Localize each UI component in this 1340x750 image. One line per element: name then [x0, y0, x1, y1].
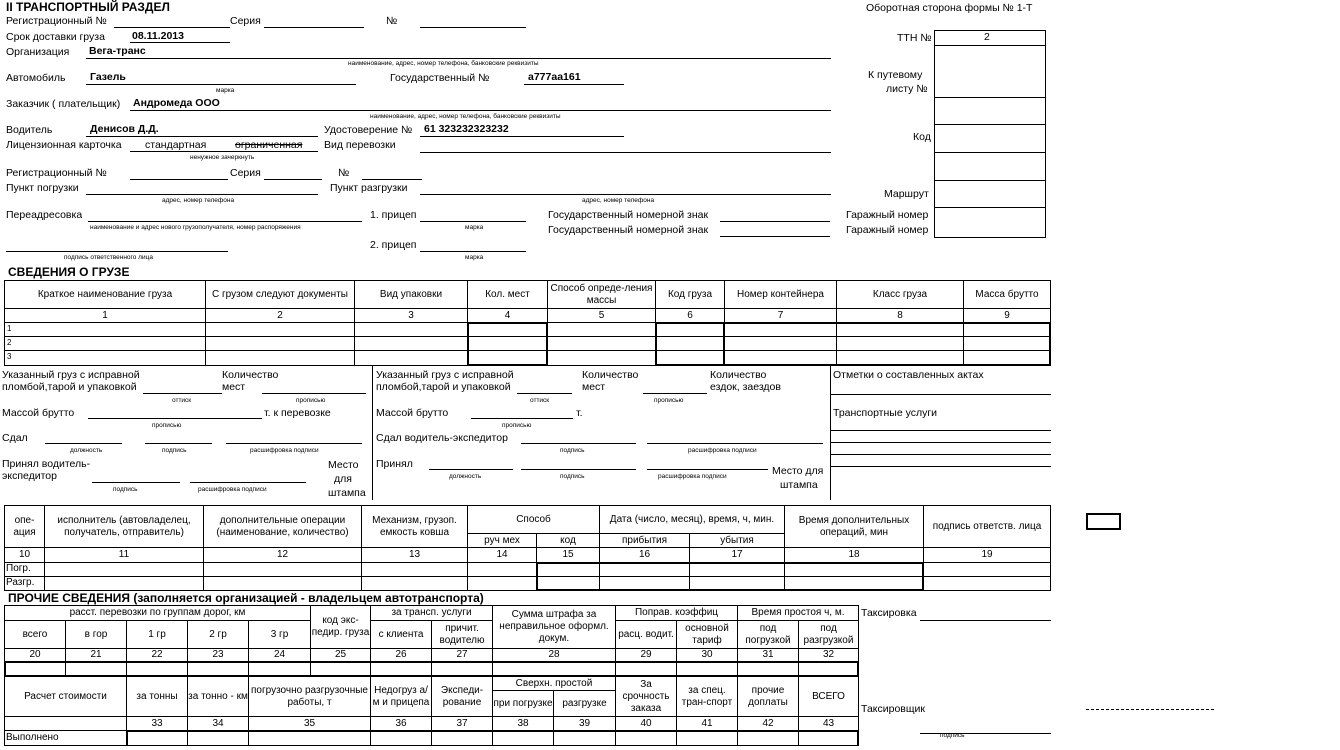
series2-label: Серия — [230, 167, 261, 179]
ops-sub-code: код — [560, 534, 576, 546]
cargo-header-gross: Масса брутто — [975, 288, 1039, 300]
mid-mass-words-hint: прописью — [502, 422, 532, 429]
left-stamp-3: штампа — [328, 487, 366, 499]
cargo-header-code: Код груза — [667, 288, 713, 300]
idle-header: Время простоя ч, м. — [751, 607, 845, 618]
readdress-label: Переадресовка — [6, 209, 83, 221]
left-mass-words-hint: прописью — [152, 422, 182, 429]
mid-decode-hint: расшифровка подписи — [688, 447, 757, 454]
mid-decode-hint-2: расшифровка подписи — [658, 473, 727, 480]
trailer2-hint: марка — [465, 254, 484, 261]
taxer-hint: подпись — [940, 732, 965, 739]
ops-col-number: 17 — [731, 549, 743, 560]
cargo-col-number: 5 — [598, 309, 605, 321]
other-title: ПРОЧИЕ СВЕДЕНИЯ (заполняется организацией - владельцем автотранспорта) — [8, 591, 484, 605]
gos-underline — [524, 84, 624, 85]
left-stamp-2: для — [334, 473, 352, 485]
waybill-label-2: листу № — [886, 83, 928, 95]
services-sub: причит. водителю — [439, 622, 485, 646]
mid-mass-unit: т. — [576, 407, 583, 419]
other-col-number: 30 — [701, 649, 713, 660]
transport-kind-field[interactable] — [420, 152, 831, 153]
trailer1-field[interactable] — [420, 221, 526, 222]
license-option-limited[interactable]: ограниченная — [235, 139, 303, 151]
coef-sub: основной тариф — [685, 622, 729, 646]
ops-header-method: Способ — [516, 513, 551, 525]
mid-trips-line-2: ездок, заездов — [710, 381, 781, 393]
left-mass-label: Массой брутто — [2, 407, 75, 419]
services-label: Транспортные услуги — [833, 407, 938, 419]
unload-hint: адрес, номер телефона — [582, 197, 655, 204]
other-col-number: 23 — [212, 649, 224, 660]
cost-col-number: 41 — [701, 717, 713, 729]
mid-qty-line-1: Количество — [582, 369, 639, 381]
trailer1-label: 1. прицеп — [370, 209, 417, 221]
left-decode-hint: расшифровка подписи — [250, 447, 319, 454]
cost-col-number: 38 — [517, 717, 529, 729]
car-label: Автомобиль — [6, 72, 66, 84]
mid-position-hint: должность — [449, 473, 482, 480]
no-field[interactable] — [420, 27, 526, 28]
other-col-number: 21 — [90, 649, 102, 660]
dist-sub: 3 гр — [270, 628, 289, 640]
dist-header: расст. перевозки по группам дорог, км — [69, 607, 246, 618]
ops-col-number: 19 — [981, 549, 993, 560]
gos-label: Государственный № — [390, 72, 490, 84]
ops-sub-manual: руч мех — [484, 534, 520, 546]
cargo-header-mass-method: Способ опреде-ления массы — [550, 282, 653, 306]
no2-field[interactable] — [362, 179, 422, 180]
ops-header-performer: исполнитель (автовладелец, получатель, отправитель) — [57, 514, 191, 538]
mid-gave-label: Сдал водитель-экспедитор — [376, 432, 508, 444]
taxer-label: Таксировщик — [861, 703, 925, 715]
load-hint: адрес, номер телефона — [162, 197, 235, 204]
cost-col-number: 43 — [822, 717, 835, 729]
mid-signature-hint: подпись — [560, 447, 585, 454]
license-label: Лицензионная карточка — [6, 139, 122, 151]
ttn-label: ТТН № — [897, 32, 932, 44]
cargo-header-docs: С грузом следуют документы — [212, 288, 348, 300]
series-label: Серия — [230, 15, 261, 27]
customer-value[interactable]: Андромеда ООО — [133, 97, 220, 109]
ops-col-number: 13 — [408, 549, 421, 560]
left-words-hint: прописью — [296, 397, 326, 404]
other-col-number: 27 — [456, 649, 468, 660]
ops-header-extra-time: Время дополнительных операций, мин — [798, 514, 910, 538]
load-point-field[interactable] — [86, 194, 318, 195]
cargo-col-number: 1 — [102, 309, 108, 321]
route-label: Маршрут — [884, 188, 929, 200]
trailer1-hint: марка — [465, 224, 484, 231]
ops-row-loading: Погр. — [6, 563, 31, 574]
cost-idle-sub: разгрузке — [562, 697, 607, 709]
coef-sub: расц. водит. — [618, 628, 674, 640]
delivery-value[interactable]: 08.11.2013 — [132, 30, 184, 42]
ttn-value[interactable]: 2 — [984, 31, 990, 43]
other-col-number: 24 — [273, 649, 286, 660]
dist-sub: 1 гр — [148, 628, 166, 640]
other-col-number: 31 — [762, 649, 774, 660]
reg2-label: Регистрационный № — [6, 167, 107, 179]
ops-col-number: 12 — [276, 549, 289, 560]
car-value[interactable]: Газель — [90, 71, 126, 83]
ops-header-mechanism: Механизм, грузоп. емкость ковша — [372, 514, 457, 538]
sign-field[interactable] — [6, 251, 228, 252]
plate-label-2: Государственный номерной знак — [548, 224, 709, 236]
cost-header: прочие доплаты — [748, 684, 788, 708]
cost-header: ВСЕГО — [812, 690, 845, 702]
cargo-header-container: Номер контейнера — [737, 288, 824, 300]
left-stamp-1: Место — [328, 459, 359, 471]
mid-seal-line-1: Указанный груз с исправной — [376, 369, 514, 381]
ops-header-extra: дополнительные операции (наименование, количество) — [216, 514, 349, 538]
idle-sub: под погрузкой — [745, 622, 791, 646]
transport-kind-label: Вид перевозки — [324, 139, 396, 151]
dist-sub: всего — [22, 628, 48, 640]
left-seal-line-1: Указанный груз с исправной — [2, 369, 140, 381]
plate-field-2[interactable] — [720, 236, 830, 237]
cost-header: за тонно - км — [188, 690, 248, 702]
cert-label: Удостоверение № — [324, 124, 413, 136]
license-underline — [130, 151, 318, 152]
left-signature-hint: подпись — [162, 447, 187, 454]
left-imprint-hint: оттиск — [172, 397, 192, 404]
mid-stamp-1: Место для — [772, 465, 824, 477]
mid-qty-line-2: мест — [582, 381, 606, 393]
ops-col-number: 16 — [638, 549, 651, 560]
trailer2-label: 2. прицеп — [370, 239, 417, 251]
plate-field-1[interactable] — [720, 221, 830, 222]
cost-col-number: 34 — [212, 717, 224, 729]
idle-sub: под разгрузкой — [803, 622, 854, 646]
license-hint: ненужное зачеркнуть — [190, 154, 255, 161]
other-col-number: 28 — [548, 649, 560, 660]
cost-col-number: 39 — [578, 717, 591, 729]
cargo-col-number: 3 — [408, 309, 414, 321]
driver-value[interactable]: Денисов Д.Д. — [90, 123, 159, 135]
cargo-row-label: 3 — [7, 352, 12, 361]
reg-number-field[interactable] — [114, 27, 230, 28]
driver-underline — [86, 136, 318, 137]
car-hint: марка — [216, 87, 235, 94]
cost-col-number: 35 — [303, 717, 316, 729]
mid-words-hint: прописью — [654, 397, 684, 404]
cargo-col-number: 4 — [504, 309, 511, 321]
ttn-box — [935, 31, 1046, 238]
cost-idle-sub: при погрузке — [493, 697, 553, 709]
ops-sub-departure: убытия — [720, 534, 754, 546]
left-qty-line-2: мест — [222, 381, 246, 393]
mid-signature-hint-2: подпись — [560, 473, 585, 480]
plate-label-1: Государственный номерной знак — [548, 209, 709, 221]
no-label: № — [386, 15, 398, 27]
delivery-underline — [130, 42, 230, 43]
garage-label-2: Гаражный номер — [846, 224, 929, 236]
dist-sub: 2 гр — [209, 628, 227, 640]
ops-col-number: 15 — [562, 549, 574, 560]
coef-header: Поправ. коэффиц — [634, 607, 719, 618]
cargo-col-number: 9 — [1004, 309, 1010, 321]
org-label: Организация — [6, 46, 70, 58]
driver-label: Водитель — [6, 124, 53, 136]
services-sub: с клиента — [378, 628, 424, 640]
fine-header: Сумма штрафа за неправильное оформл. докум. — [499, 609, 609, 644]
readdress-hint: наименование и адрес нового грузополучателя, номер распоряжения — [90, 224, 301, 231]
reg-number-label: Регистрационный № — [6, 15, 107, 27]
unload-point-label: Пункт разгрузки — [330, 182, 408, 194]
services-header: за трансп. услуги — [391, 607, 472, 618]
ops-row-unloading: Разгр. — [6, 577, 35, 588]
customer-hint: наименование, адрес, номер телефона, банковские реквизиты — [370, 113, 561, 120]
cargo-header-places: Кол. мест — [485, 288, 530, 300]
other-col-number: 32 — [822, 649, 835, 660]
cargo-col-number: 2 — [277, 309, 283, 321]
code-label: Код — [913, 131, 931, 143]
mid-mass-label: Массой брутто — [376, 407, 449, 419]
calc-label: Расчет стоимости — [24, 690, 107, 702]
cost-col-number: 40 — [640, 717, 652, 729]
series-field[interactable] — [264, 27, 364, 28]
mid-received-label: Принял — [376, 458, 413, 470]
ops-col-number: 11 — [118, 549, 130, 560]
readdress-field[interactable] — [88, 221, 362, 222]
section-title: II ТРАНСПОРТНЫЙ РАЗДЕЛ — [6, 0, 170, 14]
cost-header: Сверхн. простой — [515, 677, 593, 689]
delivery-label: Срок доставки груза — [6, 31, 105, 43]
cost-header: Экспеди-рование — [440, 684, 484, 708]
tax-label: Таксировка — [861, 607, 917, 619]
other-col-number: 20 — [29, 649, 41, 660]
left-received-line-2: экспедитор — [2, 470, 57, 482]
cost-col-number: 42 — [762, 717, 774, 729]
form-note: Оборотная сторона формы № 1-Т — [866, 2, 1033, 14]
other-col-number: 29 — [640, 649, 652, 660]
left-seal-line-2: пломбой,тарой и упаковкой — [2, 381, 137, 393]
cargo-col-number: 7 — [777, 309, 784, 321]
left-mass-unit: т. к перевозке — [264, 407, 331, 419]
cargo-title: СВЕДЕНИЯ О ГРУЗЕ — [8, 265, 130, 279]
mid-seal-line-2: пломбой,тарой и упаковкой — [376, 381, 511, 393]
cargo-col-number: 8 — [897, 309, 903, 321]
ops-col-number: 14 — [496, 549, 508, 560]
ops-header-signature: подпись ответств. лица — [932, 520, 1042, 532]
sign-hint: подпись ответственного лица — [64, 254, 153, 261]
left-signature-hint-2: подпись — [113, 486, 138, 493]
gos-value[interactable]: а777аа161 — [528, 71, 581, 83]
cargo-header-pack: Вид упаковки — [379, 288, 443, 300]
no2-label: № — [338, 167, 350, 179]
cost-col-number: 36 — [395, 717, 407, 729]
ops-col-number: 10 — [18, 549, 31, 560]
ops-sub-arrival: прибытия — [621, 534, 668, 546]
org-value[interactable]: Вега-транс — [89, 45, 146, 57]
cost-header: за спец. тран-спорт — [681, 684, 733, 708]
ops-header-date: Дата (число, месяц), время, ч, мин. — [609, 513, 775, 525]
cargo-row-label: 1 — [7, 324, 12, 333]
other-col-number: 22 — [151, 649, 163, 660]
left-received-line-1: Принял водитель- — [2, 458, 91, 470]
license-option-standard[interactable]: стандартная — [145, 139, 207, 151]
cost-header: Недогруз а/м и прицепа — [372, 684, 430, 708]
left-decode-hint-2: расшифровка подписи — [198, 486, 267, 493]
left-qty-line-1: Количество — [222, 369, 279, 381]
customer-underline — [130, 110, 831, 111]
cost-header: За срочность заказа — [622, 678, 670, 714]
org-underline — [86, 58, 831, 59]
cost-header: за тонны — [136, 690, 178, 702]
car-underline — [86, 84, 356, 85]
mid-imprint-hint: оттиск — [530, 397, 550, 404]
left-position-hint: должность — [70, 447, 103, 454]
acts-label: Отметки о составленных актах — [833, 369, 984, 381]
customer-label: Заказчик ( плательщик) — [6, 98, 121, 110]
series2-field[interactable] — [264, 179, 322, 180]
cargo-row-label: 2 — [7, 338, 12, 347]
unload-point-field[interactable] — [420, 194, 831, 195]
ops-header-operation: опе-ация — [13, 514, 36, 538]
cost-header: погрузочно разгрузочные работы, т — [251, 684, 368, 708]
code-exp-header: код экс-педир. груза — [311, 615, 370, 638]
other-col-number: 26 — [395, 649, 407, 660]
cost-col-number: 33 — [151, 717, 163, 729]
trailer2-field[interactable] — [420, 251, 526, 252]
reg2-field[interactable] — [130, 179, 228, 180]
dist-sub: в гор — [84, 628, 108, 640]
done-label: Выполнено — [6, 732, 59, 743]
cert-value[interactable]: 61 323232323232 — [424, 123, 509, 135]
cargo-header-class: Класс груза — [872, 288, 928, 300]
load-point-label: Пункт погрузки — [6, 182, 79, 194]
cargo-header-name: Краткое наименование груза — [37, 288, 173, 300]
ops-col-number: 18 — [848, 549, 860, 560]
waybill-label-1: К путевому — [868, 69, 923, 81]
mid-trips-line-1: Количество — [710, 369, 767, 381]
other-col-number: 25 — [334, 649, 347, 660]
left-gave-label: Сдал — [2, 432, 28, 444]
cargo-col-number: 6 — [687, 309, 693, 321]
cost-col-number: 37 — [456, 717, 468, 729]
org-hint: наименование, адрес, номер телефона, банковские реквизиты — [348, 60, 539, 67]
cert-underline — [420, 136, 624, 137]
garage-label-1: Гаражный номер — [846, 209, 929, 221]
mid-stamp-2: штампа — [780, 479, 818, 491]
